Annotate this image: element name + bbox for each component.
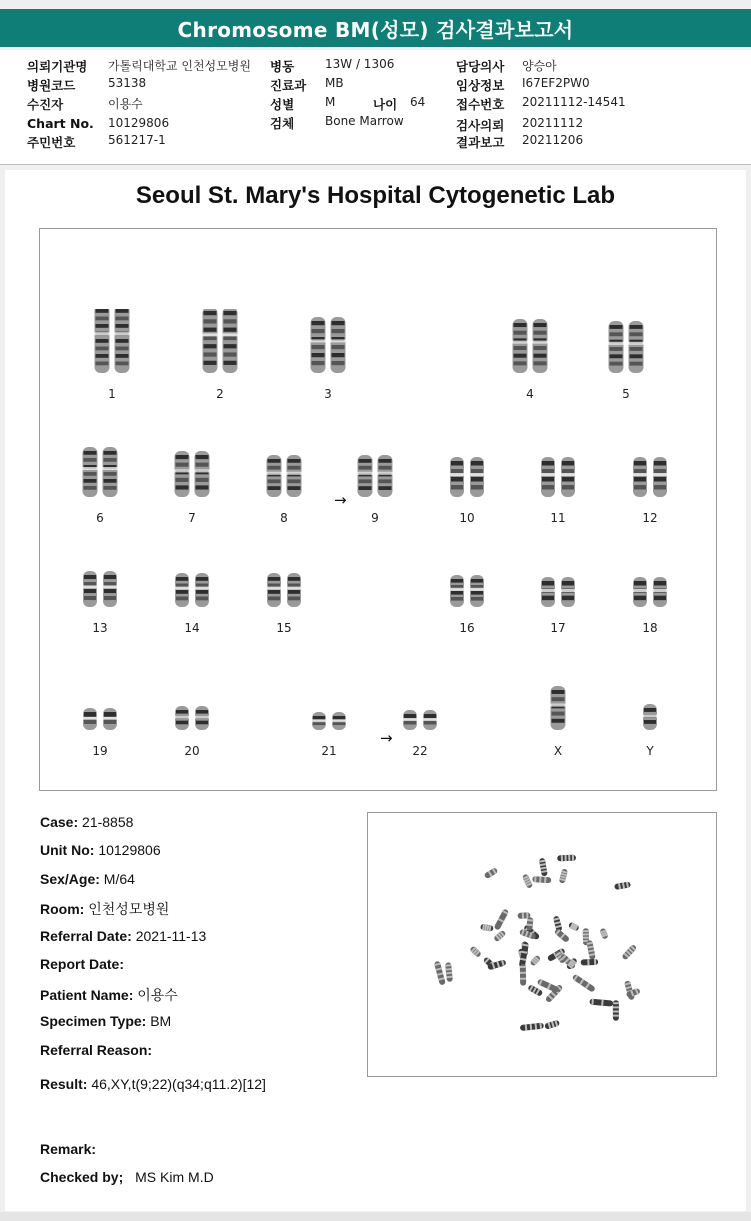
detail-value: MS Kim M.D xyxy=(131,1169,214,1185)
detail-label: Room: xyxy=(40,901,85,917)
detail-label: Referral Date: xyxy=(40,928,132,944)
lab-title: Seoul St. Mary's Hospital Cytogenetic Lab xyxy=(135,182,616,209)
detail-value: 10129806 xyxy=(94,842,161,858)
chromosome-19 xyxy=(70,679,130,779)
info-receipt-no: 접수번호 xyxy=(456,97,505,112)
chromosome-label-21: 21 xyxy=(321,744,337,758)
detail-report-date xyxy=(40,956,124,972)
info-sex: 성별 xyxy=(270,97,295,112)
chromosome-label-x: X xyxy=(553,744,563,758)
info-hospital-code-value: 53138 xyxy=(108,76,147,90)
metaphase-chromosome xyxy=(445,962,453,982)
detail-sex-age xyxy=(40,871,135,887)
detail-checked-by xyxy=(40,1169,214,1185)
detail-label: Checked by; xyxy=(40,1169,124,1185)
metaphase-chromosome xyxy=(599,928,608,940)
chromosome-label-16: 16 xyxy=(459,621,475,635)
report-title: Chromosome BM(성모) 검사결과보고서 xyxy=(177,17,574,42)
chromosome-label-6: 6 xyxy=(96,511,104,525)
info-patient: 수진자 xyxy=(27,97,64,112)
chromosome-x xyxy=(528,679,588,779)
info-institution-value: 가톨릭대학교 인천성모병원 xyxy=(108,59,251,73)
chromosome-label-12: 12 xyxy=(642,511,658,525)
chromosome-13-graphic xyxy=(70,554,130,654)
chromosome-x-graphic xyxy=(528,679,588,779)
detail-value: 이용수 xyxy=(133,987,178,1003)
chromosome-label-18: 18 xyxy=(642,621,658,635)
chromosome-label-20: 20 xyxy=(184,744,200,758)
detail-value: M/64 xyxy=(99,871,135,887)
metaphase-chromosome xyxy=(529,955,541,967)
chromosome-label-8: 8 xyxy=(280,511,288,525)
detail-case xyxy=(40,814,133,830)
detail-label: Patient Name: xyxy=(40,987,134,1003)
metaphase-chromosome xyxy=(527,984,543,997)
detail-label: Specimen Type: xyxy=(40,1013,147,1029)
chromosome-label-17: 17 xyxy=(550,621,566,635)
info-hospital-code: 병원코드 xyxy=(27,78,76,93)
chromosome-20-graphic xyxy=(162,679,222,779)
translocation-arrow-9: → xyxy=(334,491,347,509)
report-header xyxy=(0,9,751,47)
chromosome-22-graphic xyxy=(390,679,450,779)
metaphase-chromosome xyxy=(484,867,499,879)
chromosome-y-graphic xyxy=(620,679,680,779)
detail-label: Report Date: xyxy=(40,956,125,972)
metaphase-chromosome xyxy=(559,868,569,883)
detail-label: Unit No: xyxy=(40,842,95,858)
chromosome-20 xyxy=(162,679,222,779)
info-chart-no-value: 10129806 xyxy=(108,116,170,130)
info-institution: 의뢰기관명 xyxy=(27,59,88,74)
report-page xyxy=(5,170,746,1211)
metaphase-chromosome xyxy=(557,855,576,862)
karyogram-panel xyxy=(39,228,717,791)
detail-unit-no xyxy=(40,842,161,858)
chromosome-label-1: 1 xyxy=(108,387,116,401)
detail-value: 2021-11-13 xyxy=(131,928,207,944)
chromosome-label-3: 3 xyxy=(324,387,332,401)
chromosome-14-graphic xyxy=(162,554,222,654)
metaphase-chromosome xyxy=(614,881,631,890)
chromosome-22 xyxy=(390,679,450,779)
chromosome-21-graphic xyxy=(299,679,359,779)
translocation-arrow-22: → xyxy=(380,729,393,747)
chromosome-label-22: 22 xyxy=(412,744,428,758)
metaphase-chromosome xyxy=(493,930,506,943)
info-clinical-value: I67EF2PW0 xyxy=(522,76,590,90)
metaphase-chromosome xyxy=(469,945,482,958)
info-department-value: MB xyxy=(325,76,344,90)
chromosome-label-11: 11 xyxy=(550,511,566,525)
info-resident-no-value: 561217-1 xyxy=(108,133,166,147)
detail-specimen-type xyxy=(40,1013,171,1029)
chromosome-label-4: 4 xyxy=(526,387,534,401)
chromosome-18-graphic xyxy=(620,554,680,654)
info-specimen: 검체 xyxy=(270,116,295,131)
chromosome-19-graphic xyxy=(70,679,130,779)
info-ward-value: 13W / 1306 xyxy=(325,57,395,71)
info-resident-no: 주민번호 xyxy=(27,135,76,150)
chromosome-16-graphic xyxy=(437,554,497,654)
chromosome-14 xyxy=(162,554,222,654)
chromosome-21 xyxy=(299,679,359,779)
detail-label: Result: xyxy=(40,1076,88,1092)
detail-label: Remark: xyxy=(40,1141,97,1157)
chromosome-label-y: Y xyxy=(646,744,654,758)
metaphase-chromosome xyxy=(621,944,637,961)
info-physician-value: 양승아 xyxy=(522,59,557,73)
chromosome-label-14: 14 xyxy=(184,621,200,635)
metaphase-chromosome xyxy=(434,961,446,986)
detail-result xyxy=(40,1076,266,1092)
metaphase-spread-graphic xyxy=(368,813,718,1078)
metaphase-chromosome xyxy=(589,999,613,1007)
metaphase-chromosome xyxy=(572,974,596,993)
chromosome-label-15: 15 xyxy=(276,621,292,635)
chromosome-label-5: 5 xyxy=(622,387,630,401)
chromosome-17 xyxy=(528,554,588,654)
chromosome-18 xyxy=(620,554,680,654)
metaphase-chromosome xyxy=(520,1023,544,1031)
detail-label: Sex/Age: xyxy=(40,871,100,887)
chromosome-16 xyxy=(437,554,497,654)
chromosome-y xyxy=(620,679,680,779)
detail-value: 인천성모병원 xyxy=(84,901,170,917)
info-request-date: 검사의뢰 xyxy=(456,118,505,133)
chromosome-13 xyxy=(70,554,130,654)
metaphase-chromosome xyxy=(532,876,551,883)
metaphase-chromosome xyxy=(544,1020,560,1030)
info-receipt-no-value: 20211112-14541 xyxy=(522,95,626,109)
chromosome-17-graphic xyxy=(528,554,588,654)
metaphase-chromosome xyxy=(494,908,510,930)
info-request-date-value: 20211112 xyxy=(522,116,584,130)
chromosome-label-2: 2 xyxy=(216,387,224,401)
chromosome-15 xyxy=(254,554,314,654)
detail-patient-name xyxy=(40,985,178,1005)
metaphase-chromosome xyxy=(586,940,596,960)
chromosome-label-10: 10 xyxy=(459,511,475,525)
metaphase-chromosome xyxy=(581,959,599,966)
metaphase-chromosome xyxy=(568,922,580,932)
metaphase-chromosome xyxy=(526,917,533,931)
info-department: 진료과 xyxy=(270,78,307,93)
chromosome-label-13: 13 xyxy=(92,621,108,635)
metaphase-chromosome xyxy=(539,858,548,877)
info-clinical: 임상정보 xyxy=(456,78,505,93)
detail-value: BM xyxy=(146,1013,172,1029)
info-result-date-value: 20211206 xyxy=(522,133,584,147)
chromosome-15-graphic xyxy=(254,554,314,654)
detail-room xyxy=(40,899,169,919)
info-ward: 병동 xyxy=(270,59,295,74)
detail-referral-date xyxy=(40,928,206,944)
detail-value: 21-8858 xyxy=(78,814,134,830)
metaphase-image xyxy=(367,812,717,1077)
chromosome-label-7: 7 xyxy=(188,511,196,525)
metaphase-chromosome xyxy=(613,1000,619,1021)
info-patient-value: 이용수 xyxy=(108,97,143,111)
patient-info-panel xyxy=(0,50,751,165)
metaphase-chromosome xyxy=(554,928,570,943)
metaphase-chromosome xyxy=(480,924,494,932)
info-age: 나이 xyxy=(373,97,398,112)
detail-remark xyxy=(40,1141,96,1157)
info-sex-value: M xyxy=(325,95,336,109)
chromosome-label-9: 9 xyxy=(371,511,379,525)
detail-value: 46,XY,t(9;22)(q34;q11.2)[12] xyxy=(87,1076,266,1092)
detail-referral-reason xyxy=(40,1042,152,1058)
info-physician: 담당의사 xyxy=(456,59,505,74)
info-specimen-value: Bone Marrow xyxy=(325,114,404,128)
info-age-value: 64 xyxy=(410,95,426,109)
info-chart-no: Chart No. xyxy=(27,116,94,131)
detail-label: Referral Reason: xyxy=(40,1042,153,1058)
chromosome-label-19: 19 xyxy=(92,744,108,758)
info-result-date: 결과보고 xyxy=(456,135,505,150)
detail-label: Case: xyxy=(40,814,79,830)
metaphase-chromosome xyxy=(520,964,526,986)
bottom-strip xyxy=(0,1212,751,1221)
metaphase-chromosome xyxy=(522,873,533,888)
